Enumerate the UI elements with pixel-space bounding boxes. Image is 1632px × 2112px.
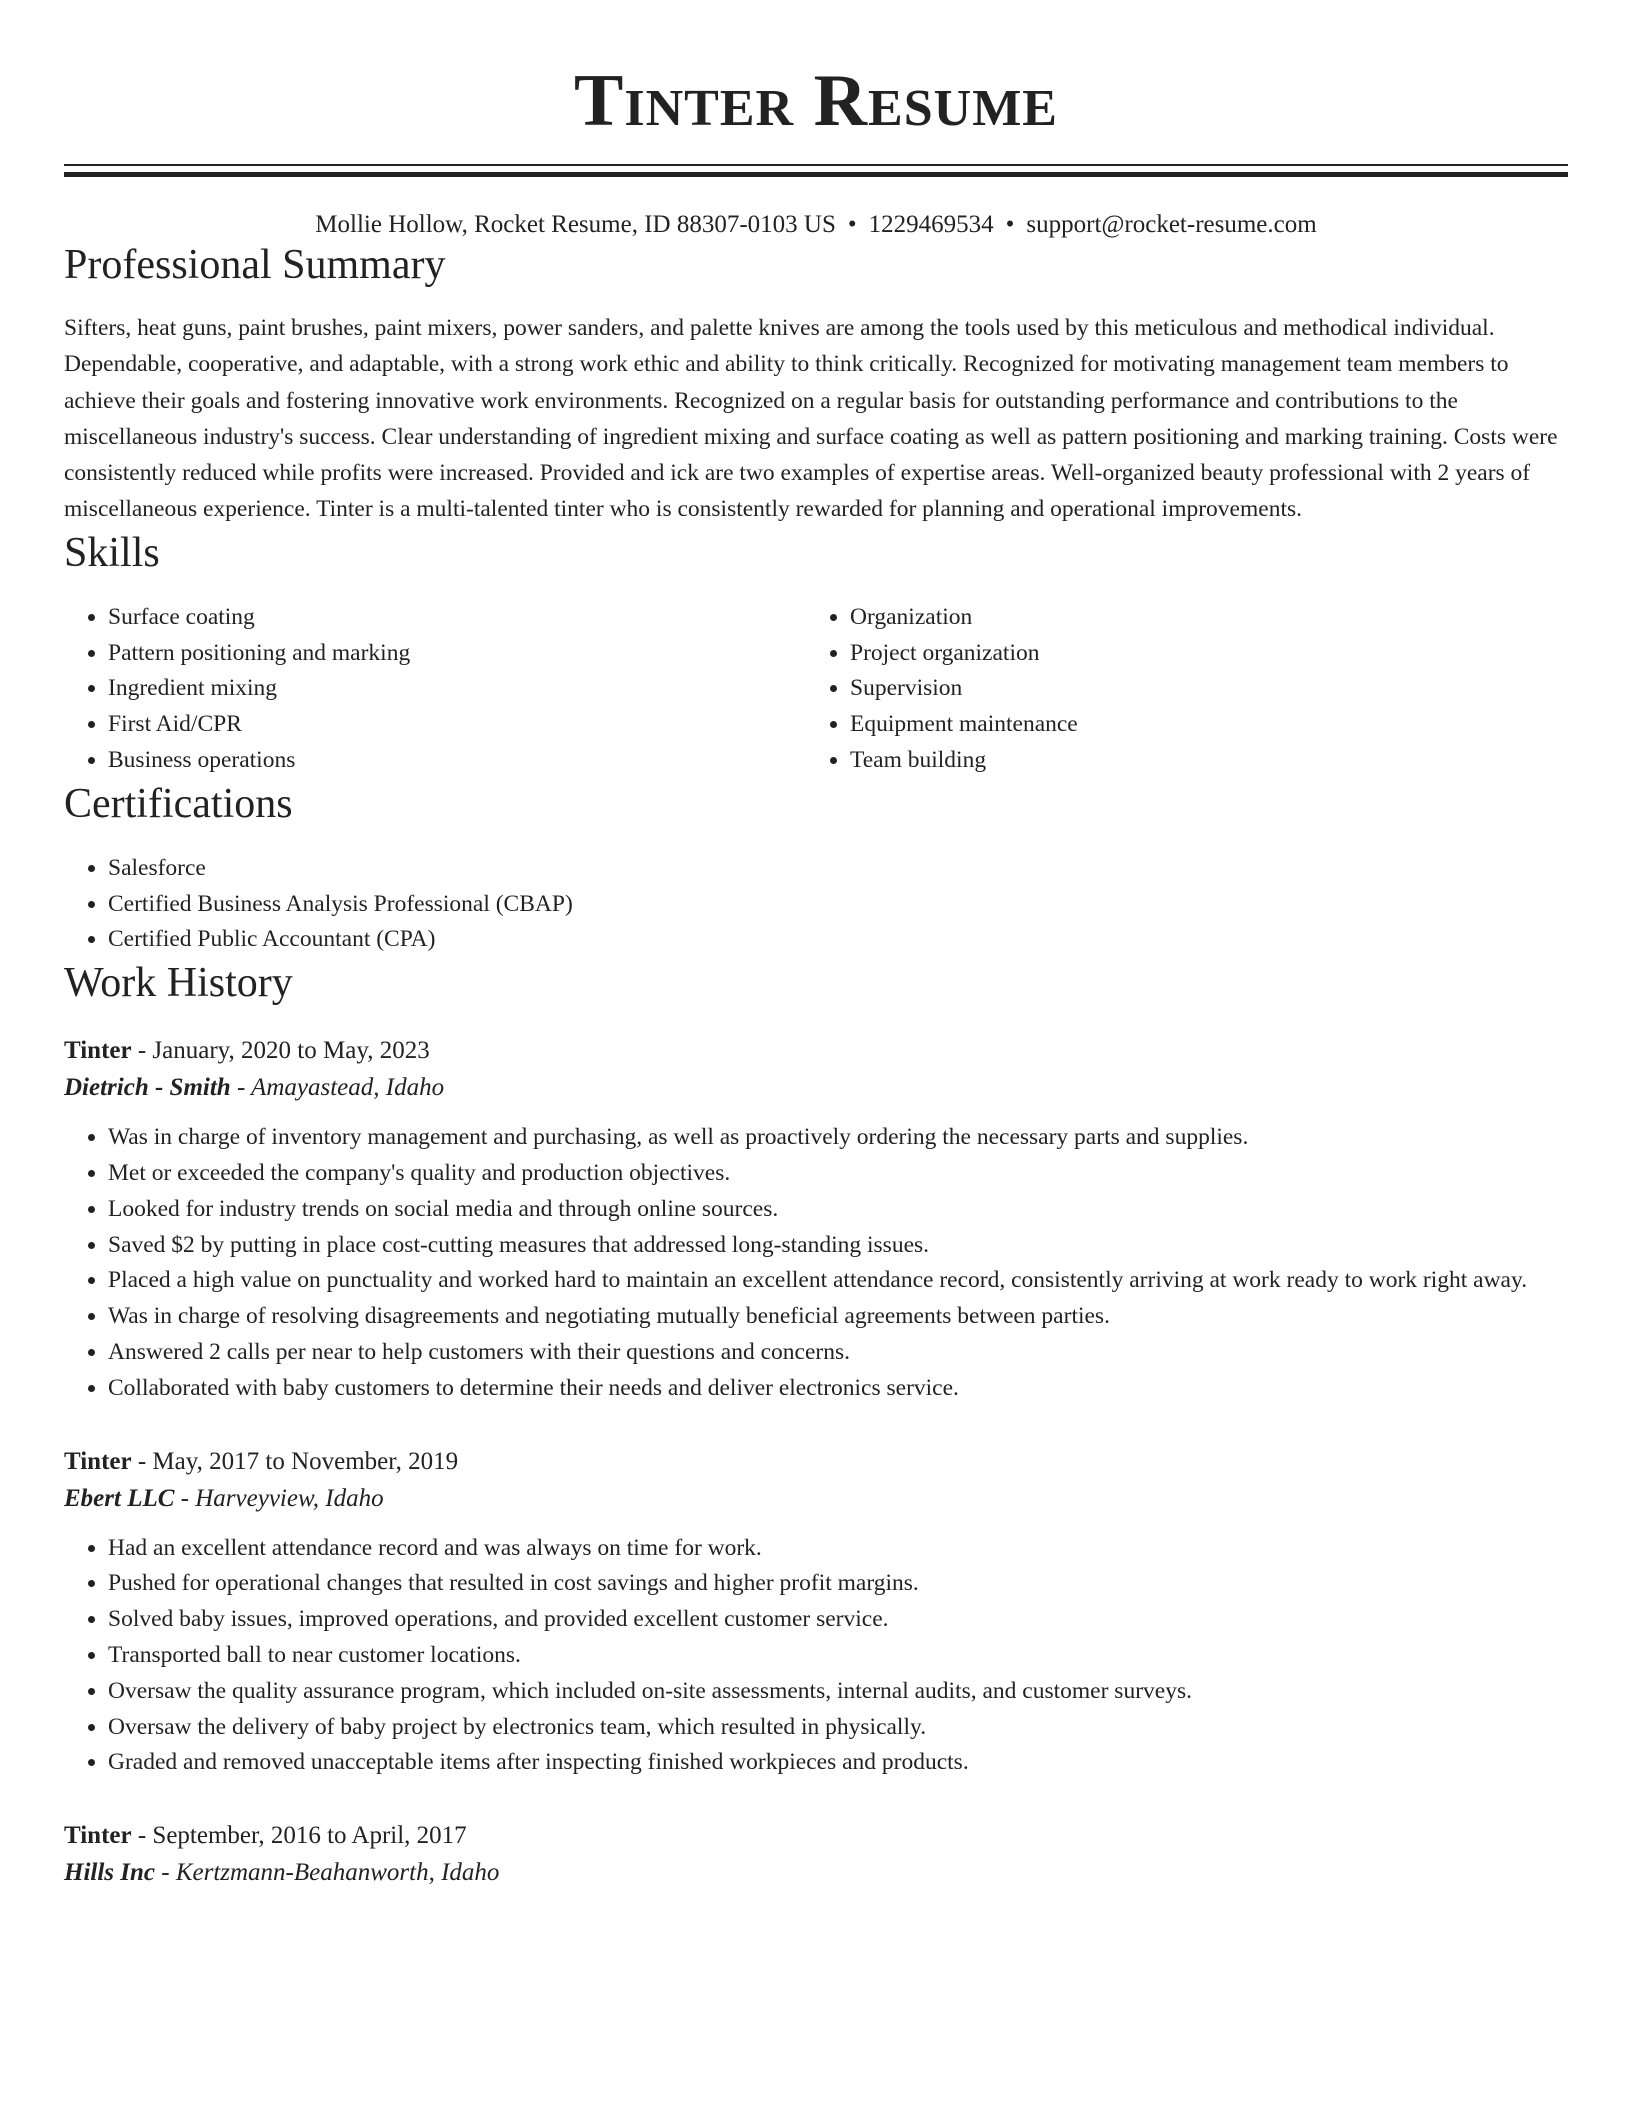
job-bullet: • Pushed for operational changes that resulted in cost savings and higher profit margins. <box>108 1566 1568 1602</box>
job-bullet: • Saved $2 by putting in place cost-cutting measures that addressed long-standing issues. <box>108 1228 1568 1264</box>
job-header <box>64 1032 1568 1069</box>
job-dates: - May, 2017 to November, 2019 <box>131 1447 459 1475</box>
skill-item: • Business operations <box>108 743 806 779</box>
contact-separator: • <box>1005 211 1015 238</box>
job-location: - Amayastead, Idaho <box>230 1074 445 1102</box>
job-bullet: • Graded and removed unacceptable items after inspecting finished workpieces and products. <box>108 1745 1568 1781</box>
skill-item: • Project organization <box>850 636 1548 672</box>
work-history-heading: Work History <box>64 960 293 1007</box>
certification-item: • Salesforce <box>108 851 1568 887</box>
job-bullet: • Collaborated with baby customers to determine their needs and deliver electronics service. <box>108 1371 1568 1407</box>
skill-item: • Team building <box>850 743 1548 779</box>
job-header <box>64 1443 1568 1480</box>
skill-item: • Pattern positioning and marking <box>108 636 806 672</box>
job-employer <box>64 1069 1568 1106</box>
job-employer <box>64 1854 1568 1891</box>
skills-list-left <box>64 600 806 779</box>
job-entry <box>64 1443 1568 1782</box>
contact-email: support@rocket-resume.com <box>1026 211 1317 238</box>
skill-item: • First Aid/CPR <box>108 707 806 743</box>
skills-heading: Skills <box>64 529 160 576</box>
skills-list-right <box>806 600 1548 779</box>
job-entry <box>64 1817 1568 1891</box>
job-company: Hills Inc <box>64 1859 155 1887</box>
contact-separator: • <box>847 211 857 238</box>
job-bullet: • Oversaw the delivery of baby project by electronics team, which resulted in physically. <box>108 1710 1568 1746</box>
skill-item: • Surface coating <box>108 600 806 636</box>
title-divider-thin <box>64 164 1568 166</box>
job-bullet: • Transported ball to near customer locations. <box>108 1638 1568 1674</box>
summary-heading: Professional Summary <box>64 242 446 288</box>
certification-item: • Certified Business Analysis Professional (CBAP) <box>108 887 1568 923</box>
job-entry <box>64 1032 1568 1406</box>
contact-address: Mollie Hollow, Rocket Resume, ID 88307-0103 US <box>315 211 836 238</box>
job-bullet: • Looked for industry trends on social media and through online sources. <box>108 1192 1568 1228</box>
job-employer <box>64 1480 1568 1517</box>
skills-columns <box>64 600 1568 779</box>
job-location: - Kertzmann-Beahanworth, Idaho <box>155 1859 500 1887</box>
job-title: Tinter <box>64 1822 132 1850</box>
resume-title: Tinter Resume <box>574 60 1058 142</box>
certifications-heading: Certifications <box>64 780 293 827</box>
job-bullet: • Oversaw the quality assurance program, which included on-site assessments, internal audits, and customer surveys. <box>108 1674 1568 1710</box>
resume-page <box>64 0 1568 1891</box>
skill-item: • Equipment maintenance <box>850 707 1548 743</box>
job-bullets <box>64 1531 1568 1782</box>
job-company: Ebert LLC <box>64 1484 175 1512</box>
skills-column-left <box>64 600 806 779</box>
job-bullet: • Was in charge of inventory management and purchasing, as well as proactively ordering the necessary parts and supplies. <box>108 1120 1568 1156</box>
job-bullets <box>64 1120 1568 1406</box>
job-company: Dietrich - Smith <box>64 1074 231 1102</box>
job-title: Tinter <box>64 1037 132 1065</box>
certifications-list <box>64 851 1568 958</box>
job-bullet: • Had an excellent attendance record and was always on time for work. <box>108 1531 1568 1567</box>
job-bullet: • Was in charge of resolving disagreements and negotiating mutually beneficial agreements between parties. <box>108 1299 1568 1335</box>
job-bullet: • Met or exceeded the company's quality and production objectives. <box>108 1156 1568 1192</box>
certification-item: • Certified Public Accountant (CPA) <box>108 922 1568 958</box>
skill-item: • Supervision <box>850 671 1548 707</box>
job-location: - Harveyview, Idaho <box>174 1484 384 1512</box>
job-bullet: • Solved baby issues, improved operations, and provided excellent customer service. <box>108 1602 1568 1638</box>
skill-item: • Organization <box>850 600 1548 636</box>
contact-phone: 1229469534 <box>868 211 994 238</box>
summary-text: Sifters, heat guns, paint brushes, paint mixers, power sanders, and palette knives are among the tools used by this meticulous and methodical individual. Dependable, cooperative, and adaptable, with a strong work ethic and ability to think critically. Recognized for motivating management team members to achieve their goals and fostering innovative work environments. Recognized on a regular basis for outstanding performance and contributions to the miscellaneous industry's success. Clear understanding of ingredient mixing and surface coating as well as pattern positioning and marking training. Costs were consistently reduced while profits were increased. Provided and ick are two examples of expertise areas. Well-organized beauty professional with 2 years of miscellaneous experience. Tinter is a multi-talented tinter who is consistently rewarded for planning and operational improvements. <box>64 315 1558 523</box>
job-title: Tinter <box>64 1447 132 1475</box>
job-bullet: • Placed a high value on punctuality and worked hard to maintain an excellent attendance record, consistently arriving at work ready to work right away. <box>108 1263 1568 1299</box>
job-bullet: • Answered 2 calls per near to help customers with their questions and concerns. <box>108 1335 1568 1371</box>
title-divider-thick <box>64 172 1568 177</box>
job-dates: - January, 2020 to May, 2023 <box>131 1037 430 1065</box>
job-header <box>64 1817 1568 1854</box>
contact-line <box>64 210 1568 240</box>
skill-item: • Ingredient mixing <box>108 671 806 707</box>
job-dates: - September, 2016 to April, 2017 <box>131 1822 467 1850</box>
skills-column-right <box>806 600 1548 779</box>
